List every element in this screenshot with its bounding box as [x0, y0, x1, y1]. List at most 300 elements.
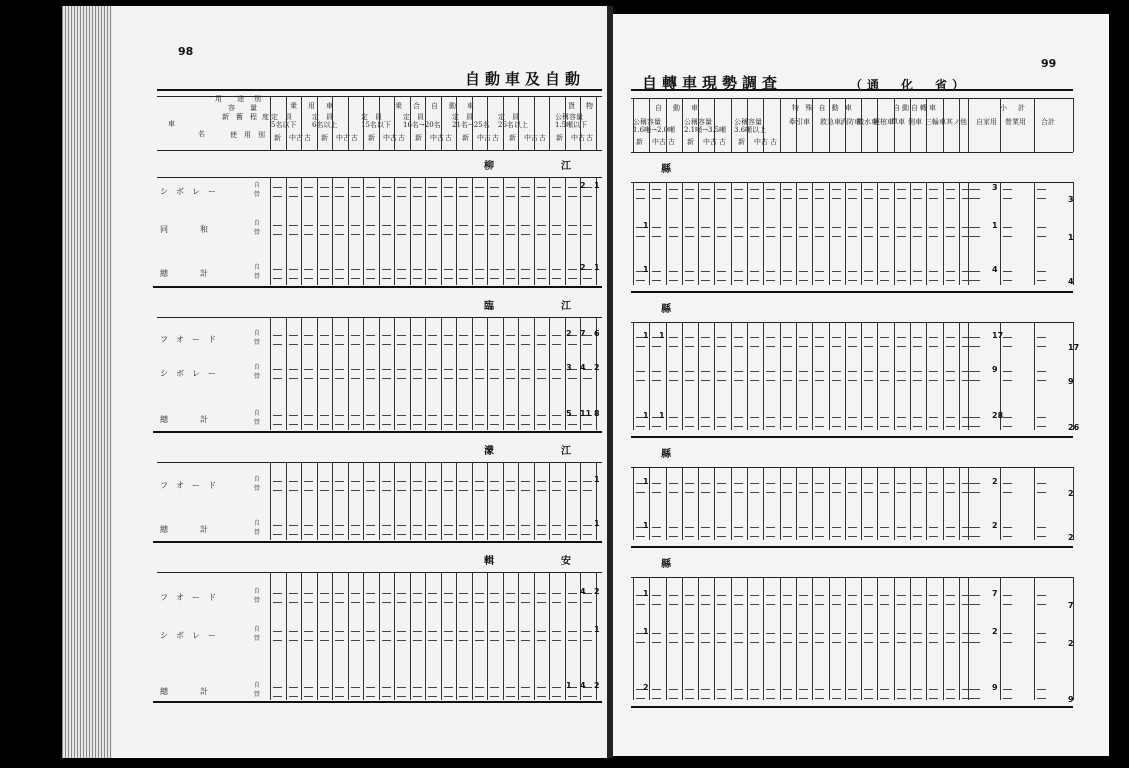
empty-cell-dash [880, 483, 889, 484]
column-divider [943, 577, 944, 700]
empty-cell-dash [815, 227, 824, 228]
column-divider [503, 96, 504, 150]
empty-cell-dash [962, 483, 971, 484]
empty-cell-dash [568, 234, 577, 235]
empty-cell-dash [568, 424, 577, 425]
cell-value: 1 [594, 181, 600, 190]
column-divider [731, 577, 732, 700]
empty-cell-dash [320, 369, 329, 370]
corner-header-label: 別 [254, 95, 261, 103]
column-subheader: 定 員 [403, 113, 424, 121]
empty-cell-dash [848, 380, 857, 381]
empty-cell-dash [444, 187, 453, 188]
empty-cell-dash [783, 426, 792, 427]
empty-cell-dash [320, 234, 329, 235]
empty-cell-dash [783, 689, 792, 690]
empty-cell-dash [799, 189, 808, 190]
empty-cell-dash [913, 198, 922, 199]
empty-cell-dash [490, 415, 499, 416]
empty-cell-dash [351, 687, 360, 688]
empty-cell-dash [506, 187, 515, 188]
column-divider [829, 322, 830, 430]
empty-cell-dash [568, 602, 577, 603]
empty-cell-dash [1003, 371, 1012, 372]
empty-cell-dash [971, 698, 980, 699]
empty-cell-dash [397, 696, 406, 697]
empty-cell-dash [382, 269, 391, 270]
empty-cell-dash [320, 525, 329, 526]
empty-cell-dash [717, 595, 726, 596]
empty-cell-dash [382, 696, 391, 697]
empty-cell-dash [320, 534, 329, 535]
empty-cell-dash [475, 344, 484, 345]
column-divider [270, 96, 271, 150]
empty-cell-dash [413, 269, 422, 270]
empty-cell-dash [1037, 527, 1046, 528]
empty-cell-dash [783, 642, 792, 643]
column-subheader: 三輪車 [925, 118, 946, 126]
empty-cell-dash [864, 271, 873, 272]
empty-cell-dash [366, 481, 375, 482]
column-group-header: 特 殊 自 動 車 [792, 104, 854, 112]
empty-cell-dash [475, 234, 484, 235]
row-total: 9 [1068, 377, 1074, 386]
column-divider [394, 462, 395, 540]
empty-cell-dash [832, 417, 841, 418]
empty-cell-dash [490, 196, 499, 197]
empty-cell-dash [864, 633, 873, 634]
header-bottom-rule [157, 150, 602, 151]
empty-cell-dash [506, 481, 515, 482]
empty-cell-dash [552, 369, 561, 370]
column-divider [649, 322, 650, 430]
empty-cell-dash [815, 280, 824, 281]
empty-cell-dash [475, 278, 484, 279]
empty-cell-dash [685, 536, 694, 537]
section-bottom-rule [153, 541, 602, 543]
row-label: シ ボ レ ー [160, 369, 216, 378]
empty-cell-dash [304, 481, 313, 482]
empty-cell-dash [552, 525, 561, 526]
empty-cell-dash [685, 642, 694, 643]
empty-cell-dash [783, 698, 792, 699]
column-divider [1034, 98, 1035, 152]
column-divider [747, 182, 748, 285]
empty-cell-dash [783, 380, 792, 381]
cell-value: 6 [594, 329, 600, 338]
empty-cell-dash [444, 378, 453, 379]
empty-cell-dash [459, 696, 468, 697]
empty-cell-dash [366, 369, 375, 370]
empty-cell-dash [734, 426, 743, 427]
empty-cell-dash [444, 525, 453, 526]
empty-cell-dash [783, 633, 792, 634]
empty-cell-dash [750, 346, 759, 347]
empty-cell-dash [444, 278, 453, 279]
empty-cell-dash [913, 426, 922, 427]
book-spine [607, 6, 613, 758]
row-sublabel: 自 [254, 264, 261, 271]
empty-cell-dash [717, 698, 726, 699]
empty-cell-dash [880, 642, 889, 643]
empty-cell-dash [717, 346, 726, 347]
empty-cell-dash [351, 424, 360, 425]
empty-cell-dash [335, 593, 344, 594]
empty-cell-dash [669, 198, 678, 199]
column-divider [682, 98, 683, 152]
empty-cell-dash [428, 278, 437, 279]
empty-cell-dash [946, 417, 955, 418]
cell-value: 1 [594, 625, 600, 634]
empty-cell-dash [962, 426, 971, 427]
empty-cell-dash [652, 198, 661, 199]
empty-cell-dash [382, 335, 391, 336]
empty-cell-dash [459, 424, 468, 425]
age-header: 中古 [703, 138, 717, 146]
empty-cell-dash [537, 187, 546, 188]
empty-cell-dash [815, 604, 824, 605]
empty-cell-dash [962, 280, 971, 281]
column-divider [959, 98, 960, 152]
empty-cell-dash [652, 227, 661, 228]
empty-cell-dash [351, 631, 360, 632]
empty-cell-dash [669, 604, 678, 605]
column-divider [1034, 322, 1035, 430]
empty-cell-dash [669, 689, 678, 690]
empty-cell-dash [897, 426, 906, 427]
empty-cell-dash [734, 536, 743, 537]
empty-cell-dash [320, 490, 329, 491]
empty-cell-dash [848, 189, 857, 190]
empty-cell-dash [750, 417, 759, 418]
column-group-header: 貨 物 [568, 102, 595, 110]
column-divider [487, 177, 488, 285]
column-divider [363, 96, 364, 150]
empty-cell-dash [490, 490, 499, 491]
column-divider [410, 177, 411, 285]
cell-value: 7 [580, 329, 586, 338]
column-divider [425, 317, 426, 430]
cell-value: 1 [566, 681, 572, 690]
empty-cell-dash [864, 380, 873, 381]
empty-cell-dash [366, 687, 375, 688]
column-divider [926, 467, 927, 540]
column-divider [698, 577, 699, 700]
empty-cell-dash [475, 424, 484, 425]
empty-cell-dash [366, 225, 375, 226]
empty-cell-dash [734, 198, 743, 199]
empty-cell-dash [351, 525, 360, 526]
empty-cell-dash [701, 642, 710, 643]
empty-cell-dash [685, 633, 694, 634]
empty-cell-dash [783, 337, 792, 338]
empty-cell-dash [397, 369, 406, 370]
empty-cell-dash [962, 271, 971, 272]
empty-cell-dash [490, 344, 499, 345]
section-bottom-rule [153, 286, 602, 288]
empty-cell-dash [783, 527, 792, 528]
empty-cell-dash [971, 689, 980, 690]
row-label: フ オ ー ド [160, 335, 216, 344]
empty-cell-dash [521, 534, 530, 535]
empty-cell-dash [717, 492, 726, 493]
empty-cell-dash [506, 234, 515, 235]
empty-cell-dash [521, 378, 530, 379]
column-divider [877, 577, 878, 700]
empty-cell-dash [636, 492, 645, 493]
empty-cell-dash [848, 236, 857, 237]
cell-value: 1 [594, 263, 600, 272]
empty-cell-dash [734, 227, 743, 228]
empty-cell-dash [717, 236, 726, 237]
empty-cell-dash [413, 534, 422, 535]
empty-cell-dash [669, 426, 678, 427]
empty-cell-dash [946, 236, 955, 237]
empty-cell-dash [521, 525, 530, 526]
empty-cell-dash [444, 640, 453, 641]
empty-cell-dash [1003, 198, 1012, 199]
empty-cell-dash [1003, 426, 1012, 427]
age-header: 新 [636, 138, 643, 146]
empty-cell-dash [397, 196, 406, 197]
column-subheader: 側車 [908, 118, 922, 126]
row-total: 7 [1068, 601, 1074, 610]
column-divider [894, 98, 895, 152]
empty-cell-dash [734, 604, 743, 605]
empty-cell-dash [366, 234, 375, 235]
empty-cell-dash [537, 640, 546, 641]
empty-cell-dash [880, 346, 889, 347]
empty-cell-dash [568, 269, 577, 270]
empty-cell-dash [669, 536, 678, 537]
column-divider [649, 467, 650, 540]
row-label: シ ボ レ ー [160, 631, 216, 640]
empty-cell-dash [799, 346, 808, 347]
empty-cell-dash [848, 689, 857, 690]
empty-cell-dash [397, 269, 406, 270]
empty-cell-dash [475, 525, 484, 526]
province-name: 輯 [484, 556, 496, 567]
column-group-header: 小 計 [1000, 104, 1027, 112]
empty-cell-dash [734, 189, 743, 190]
cell-value: 1 [992, 221, 998, 230]
empty-cell-dash [669, 236, 678, 237]
empty-cell-dash [459, 534, 468, 535]
province-name: 臨 [484, 301, 496, 312]
empty-cell-dash [521, 602, 530, 603]
cell-value: 1 [643, 221, 649, 230]
empty-cell-dash [766, 527, 775, 528]
empty-cell-dash [351, 234, 360, 235]
empty-cell-dash [1003, 236, 1012, 237]
empty-cell-dash [848, 426, 857, 427]
empty-cell-dash [552, 196, 561, 197]
corner-header-label: 容 [228, 104, 235, 112]
empty-cell-dash [273, 640, 282, 641]
column-divider [301, 462, 302, 540]
empty-cell-dash [521, 278, 530, 279]
empty-cell-dash [929, 492, 938, 493]
age-header: 中古 [289, 134, 303, 142]
empty-cell-dash [669, 483, 678, 484]
empty-cell-dash [475, 534, 484, 535]
column-divider [698, 98, 699, 152]
empty-cell-dash [799, 595, 808, 596]
empty-cell-dash [652, 380, 661, 381]
column-divider [580, 462, 581, 540]
empty-cell-dash [413, 424, 422, 425]
column-divider [829, 182, 830, 285]
empty-cell-dash [521, 269, 530, 270]
age-header: 古 [492, 134, 499, 142]
empty-cell-dash [929, 689, 938, 690]
column-divider [698, 322, 699, 430]
empty-cell-dash [669, 633, 678, 634]
empty-cell-dash [335, 234, 344, 235]
column-divider [379, 317, 380, 430]
column-divider [487, 317, 488, 430]
empty-cell-dash [506, 344, 515, 345]
cell-value: 3 [566, 363, 572, 372]
empty-cell-dash [880, 236, 889, 237]
empty-cell-dash [366, 640, 375, 641]
cell-value: 3 [992, 183, 998, 192]
empty-cell-dash [335, 490, 344, 491]
empty-cell-dash [475, 269, 484, 270]
empty-cell-dash [652, 346, 661, 347]
column-subheader: 15名以下 [361, 121, 391, 129]
empty-cell-dash [304, 525, 313, 526]
empty-cell-dash [521, 696, 530, 697]
empty-cell-dash [521, 187, 530, 188]
empty-cell-dash [273, 234, 282, 235]
empty-cell-dash [701, 633, 710, 634]
empty-cell-dash [766, 346, 775, 347]
empty-cell-dash [652, 189, 661, 190]
age-header: 新 [738, 138, 745, 146]
row-sublabel: 營 [254, 635, 261, 642]
empty-cell-dash [815, 271, 824, 272]
empty-cell-dash [864, 527, 873, 528]
row-sublabel: 自 [254, 588, 261, 595]
empty-cell-dash [537, 534, 546, 535]
empty-cell-dash [880, 426, 889, 427]
column-divider [394, 96, 395, 150]
empty-cell-dash [783, 417, 792, 418]
empty-cell-dash [366, 278, 375, 279]
empty-cell-dash [929, 483, 938, 484]
empty-cell-dash [1003, 417, 1012, 418]
empty-cell-dash [335, 335, 344, 336]
empty-cell-dash [335, 481, 344, 482]
empty-cell-dash [366, 602, 375, 603]
empty-cell-dash [897, 346, 906, 347]
empty-cell-dash [320, 687, 329, 688]
column-divider [472, 317, 473, 430]
column-divider [394, 177, 395, 285]
empty-cell-dash [815, 346, 824, 347]
empty-cell-dash [750, 483, 759, 484]
empty-cell-dash [946, 380, 955, 381]
column-divider [780, 182, 781, 285]
empty-cell-dash [1003, 280, 1012, 281]
empty-cell-dash [397, 687, 406, 688]
row-sublabel: 自 [254, 682, 261, 689]
cell-value: 28 [992, 411, 1004, 420]
cell-value: 11 [580, 409, 592, 418]
column-divider [845, 182, 846, 285]
column-divider [861, 467, 862, 540]
empty-cell-dash [506, 196, 515, 197]
empty-cell-dash [750, 227, 759, 228]
column-divider [796, 182, 797, 285]
column-divider [877, 182, 878, 285]
empty-cell-dash [304, 534, 313, 535]
empty-cell-dash [880, 492, 889, 493]
empty-cell-dash [734, 483, 743, 484]
empty-cell-dash [717, 337, 726, 338]
empty-cell-dash [848, 633, 857, 634]
column-subheader: 公稱容量 [555, 113, 583, 121]
empty-cell-dash [382, 593, 391, 594]
empty-cell-dash [351, 378, 360, 379]
column-divider [714, 98, 715, 152]
empty-cell-dash [864, 280, 873, 281]
empty-cell-dash [864, 198, 873, 199]
empty-cell-dash [1003, 604, 1012, 605]
empty-cell-dash [444, 234, 453, 235]
empty-cell-dash [848, 346, 857, 347]
empty-cell-dash [897, 337, 906, 338]
empty-cell-dash [766, 642, 775, 643]
empty-cell-dash [568, 278, 577, 279]
empty-cell-dash [335, 525, 344, 526]
column-divider [666, 182, 667, 285]
column-divider [270, 317, 271, 430]
empty-cell-dash [1037, 417, 1046, 418]
empty-cell-dash [971, 633, 980, 634]
empty-cell-dash [832, 380, 841, 381]
column-divider [518, 96, 519, 150]
empty-cell-dash [669, 492, 678, 493]
empty-cell-dash [864, 698, 873, 699]
empty-cell-dash [685, 236, 694, 237]
empty-cell-dash [459, 378, 468, 379]
empty-cell-dash [351, 369, 360, 370]
column-divider [317, 177, 318, 285]
empty-cell-dash [366, 335, 375, 336]
cell-value: 1 [643, 521, 649, 530]
empty-cell-dash [815, 492, 824, 493]
empty-cell-dash [685, 595, 694, 596]
column-subheader: 定 員 [452, 113, 473, 121]
empty-cell-dash [880, 198, 889, 199]
empty-cell-dash [962, 633, 971, 634]
empty-cell-dash [685, 689, 694, 690]
empty-cell-dash [583, 344, 592, 345]
empty-cell-dash [750, 595, 759, 596]
empty-cell-dash [1003, 227, 1012, 228]
empty-cell-dash [475, 481, 484, 482]
empty-cell-dash [459, 640, 468, 641]
empty-cell-dash [521, 687, 530, 688]
column-divider [596, 462, 597, 540]
empty-cell-dash [864, 536, 873, 537]
empty-cell-dash [636, 346, 645, 347]
empty-cell-dash [537, 696, 546, 697]
column-divider [456, 96, 457, 150]
empty-cell-dash [685, 271, 694, 272]
